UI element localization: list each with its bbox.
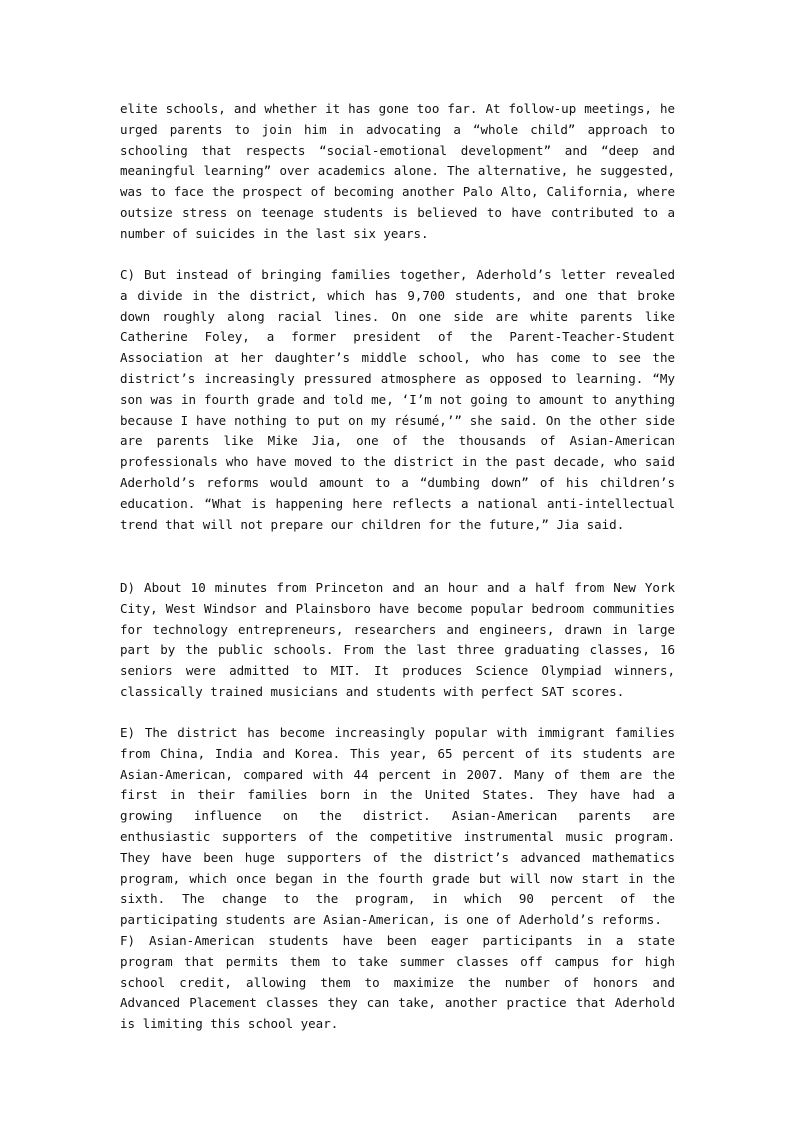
paragraph-c: C) But instead of bringing families together, Aderhold’s letter revealed a divide in the district, which has 9,700 students, and one that broke down roughly along racial lines. On one side are white parents like Catherine Foley, a former president of the Parent-Teacher-Student Association at her daughter’s middle school, who has come to see the district’s increasingly pressured atmosphere as opposed to learning. “My son was in fourth grade and told me, ‘I’m not going to amount to anything because I have nothing to put on my résumé,’” she said. On the other side are parents like Mike Jia, one of the thousands of Asian-American professionals who have moved to the district in the past decade, who said Aderhold’s reforms would amount to a “dumbing down” of his children’s education. “What is happening here reflects a national anti-intellectual trend that will not prepare our children for the future,” Jia said. xyxy=(120,267,675,532)
paragraph-d: D) About 10 minutes from Princeton and an hour and a half from New York City, West Windsor and Plainsboro have become popular bedroom communities for technology entrepreneurs, researchers and engineers, drawn in large part by the public schools. From the last three graduating classes, 16 seniors were admitted to MIT. It produces Science Olympiad winners, classically trained musicians and students with perfect SAT scores. xyxy=(120,580,675,699)
paragraph-e: E) The district has become increasingly popular with immigrant families from China, India and Korea. This year, 65 percent of its students are Asian-American, compared with 44 percent in 2007. Many of them are the first in their families born in the United States. They have had a growing influence on the district. Asian-American parents are enthusiastic supporters of the competitive instrumental music program. They have been huge supporters of the district’s advanced mathematics program, which once began in the fourth grade but will now start in the sixth. The change to the program, in which 90 percent of the participating students are Asian-American, is one of Aderhold’s reforms. xyxy=(120,725,675,928)
paragraph-f: F) Asian-American students have been eager participants in a state program that permits them to take summer classes off campus for high school credit, allowing them to maximize the number of honors and Advanced Placement classes they can take, another practice that Aderhold is limiting this school year. xyxy=(120,933,675,1032)
paragraph-intro: elite schools, and whether it has gone too far. At follow-up meetings, he urged parents to join him in advocating a “whole child” approach to schooling that respects “social-emotional development” and “deep and meaningful learning” over academics alone. The alternative, he suggested, was to face the prospect of becoming another Palo Alto, California, where outsize stress on teenage students is believed to have contributed to a number of suicides in the last six years. xyxy=(120,101,675,241)
